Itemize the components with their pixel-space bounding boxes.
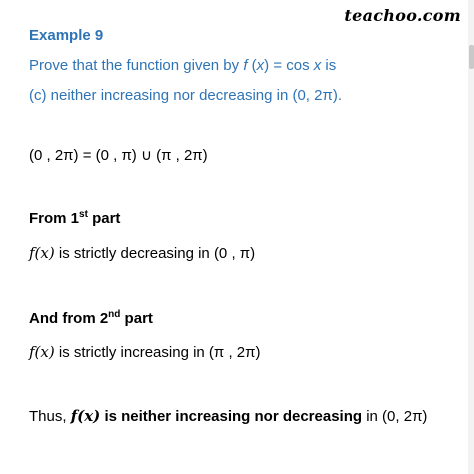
prove-suffix: is [321, 57, 337, 74]
first-part-label-post: part [87, 210, 121, 227]
variable-x: x [256, 57, 265, 74]
brand-logo: teachoo.com [344, 6, 461, 25]
second-part-func: f(x) [29, 343, 55, 361]
first-part-sup: st [79, 209, 88, 220]
second-part-heading [29, 309, 153, 329]
first-part-label: From 1 [29, 210, 80, 227]
function-f: f [243, 57, 248, 74]
first-part-func: f(x) [29, 244, 55, 262]
prove-prefix: Prove that the function given by [29, 57, 244, 74]
first-part-text: is strictly decreasing in (0 , π) [54, 245, 256, 262]
scrollbar-thumb[interactable] [469, 45, 474, 69]
second-part-sup: nd [108, 309, 121, 320]
paren-open: ( [247, 57, 257, 74]
second-part-label: And from 2 [29, 310, 109, 327]
first-part-statement [29, 243, 255, 264]
scrollbar[interactable] [468, 0, 474, 474]
conclusion-bold: is neither increasing nor decreasing [100, 408, 363, 425]
conclusion-prefix: Thus, [29, 408, 71, 425]
example-heading: Example 9 [29, 27, 104, 44]
conclusion-suffix: in (0, 2π) [362, 408, 428, 425]
second-part-statement [29, 342, 260, 363]
first-part-heading [29, 209, 120, 229]
conclusion-func: f(x) [70, 407, 101, 425]
second-part-text: is strictly increasing in (π , 2π) [54, 344, 261, 361]
part-c-statement: (c) neither increasing nor decreasing in (0, 2π). [29, 87, 342, 104]
equals-cos: ) = cos [264, 57, 314, 74]
problem-statement [29, 56, 336, 76]
interval-split: (0 , 2π) = (0 , π) ∪ (π , 2π) [29, 147, 208, 164]
variable-x2: x [313, 57, 322, 74]
conclusion [29, 406, 427, 427]
second-part-label-post: part [120, 310, 153, 327]
